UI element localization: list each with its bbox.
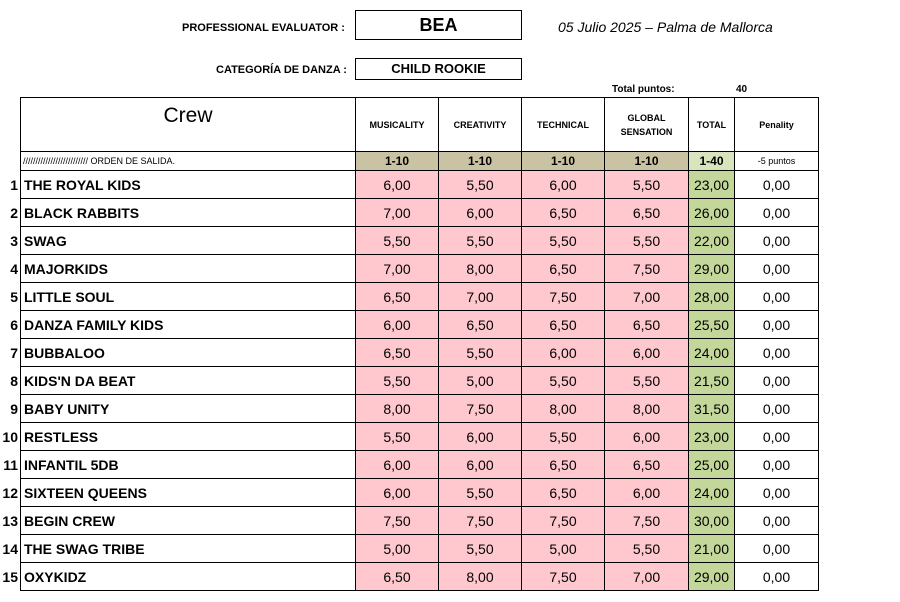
total-score: 29,00 <box>689 255 735 283</box>
creativity-score: 7,50 <box>439 507 522 535</box>
penalty-score: 0,00 <box>735 227 819 255</box>
table-row <box>21 199 819 227</box>
technical-score: 5,50 <box>522 367 605 395</box>
total-puntos-value: 40 <box>736 84 748 95</box>
global-score: 7,00 <box>605 563 689 591</box>
table-row <box>21 283 819 311</box>
global-score: 6,50 <box>605 199 689 227</box>
table-row <box>21 423 819 451</box>
technical-score: 8,00 <box>522 395 605 423</box>
total-score: 28,00 <box>689 283 735 311</box>
crew-name: INFANTIL 5DB <box>21 451 356 479</box>
musicality-score: 6,50 <box>356 339 439 367</box>
total-score: 30,00 <box>689 507 735 535</box>
penalty-score: 0,00 <box>735 283 819 311</box>
range-creativity: 1-10 <box>439 152 522 171</box>
penalty-score: 0,00 <box>735 423 819 451</box>
total-puntos-label: Total puntos: <box>612 84 675 95</box>
technical-score: 6,50 <box>522 479 605 507</box>
crew-name: DANZA FAMILY KIDS <box>21 311 356 339</box>
col-musicality: MUSICALITY <box>356 98 439 152</box>
table-body <box>21 171 819 591</box>
table-row <box>21 339 819 367</box>
musicality-score: 6,00 <box>356 311 439 339</box>
total-score: 26,00 <box>689 199 735 227</box>
row-number: 14 <box>2 541 18 557</box>
global-score: 7,50 <box>605 507 689 535</box>
col-creativity: CREATIVITY <box>439 98 522 152</box>
musicality-score: 6,00 <box>356 171 439 199</box>
musicality-score: 7,00 <box>356 255 439 283</box>
technical-score: 6,50 <box>522 451 605 479</box>
global-score: 6,50 <box>605 311 689 339</box>
crew-name: RESTLESS <box>21 423 356 451</box>
total-score: 23,00 <box>689 423 735 451</box>
row-number: 8 <box>10 373 18 389</box>
score-table <box>20 97 819 591</box>
creativity-score: 7,50 <box>439 395 522 423</box>
technical-score: 7,50 <box>522 507 605 535</box>
technical-score: 7,50 <box>522 283 605 311</box>
global-score: 7,00 <box>605 283 689 311</box>
table-row <box>21 227 819 255</box>
table-row <box>21 479 819 507</box>
creativity-score: 5,50 <box>439 535 522 563</box>
row-number: 12 <box>2 485 18 501</box>
penalty-score: 0,00 <box>735 479 819 507</box>
technical-score: 6,00 <box>522 339 605 367</box>
category-label: CATEGORÍA DE DANZA : <box>216 64 347 76</box>
creativity-score: 5,00 <box>439 367 522 395</box>
total-score: 21,50 <box>689 367 735 395</box>
evaluator-name: BEA <box>355 10 522 40</box>
total-score: 24,00 <box>689 479 735 507</box>
musicality-score: 5,50 <box>356 227 439 255</box>
total-score: 22,00 <box>689 227 735 255</box>
total-score: 24,00 <box>689 339 735 367</box>
penalty-score: 0,00 <box>735 563 819 591</box>
global-score: 5,50 <box>605 227 689 255</box>
range-penalty: -5 puntos <box>735 152 819 171</box>
table-row <box>21 395 819 423</box>
technical-score: 6,50 <box>522 311 605 339</box>
technical-score: 6,50 <box>522 255 605 283</box>
creativity-score: 7,00 <box>439 283 522 311</box>
col-technical: TECHNICAL <box>522 98 605 152</box>
global-score: 7,50 <box>605 255 689 283</box>
global-score: 5,50 <box>605 367 689 395</box>
total-score: 21,00 <box>689 535 735 563</box>
creativity-score: 5,50 <box>439 227 522 255</box>
musicality-score: 6,50 <box>356 283 439 311</box>
row-number: 15 <box>2 569 18 585</box>
crew-name: LITTLE SOUL <box>21 283 356 311</box>
total-score: 23,00 <box>689 171 735 199</box>
range-musicality: 1-10 <box>356 152 439 171</box>
crew-name: OXYKIDZ <box>21 563 356 591</box>
total-score: 31,50 <box>689 395 735 423</box>
crew-name: SWAG <box>21 227 356 255</box>
creativity-score: 6,50 <box>439 311 522 339</box>
total-score: 25,50 <box>689 311 735 339</box>
musicality-score: 6,00 <box>356 451 439 479</box>
penalty-score: 0,00 <box>735 535 819 563</box>
musicality-score: 5,50 <box>356 367 439 395</box>
crew-header: Crew <box>21 98 356 152</box>
technical-score: 7,50 <box>522 563 605 591</box>
musicality-score: 7,00 <box>356 199 439 227</box>
table-row <box>21 535 819 563</box>
table-row <box>21 311 819 339</box>
creativity-score: 6,00 <box>439 423 522 451</box>
crew-name: BABY UNITY <box>21 395 356 423</box>
technical-score: 5,50 <box>522 423 605 451</box>
technical-score: 6,50 <box>522 199 605 227</box>
technical-score: 6,00 <box>522 171 605 199</box>
table-row <box>21 255 819 283</box>
penalty-score: 0,00 <box>735 199 819 227</box>
penalty-score: 0,00 <box>735 339 819 367</box>
musicality-score: 5,50 <box>356 423 439 451</box>
global-score: 5,50 <box>605 171 689 199</box>
range-row <box>21 152 819 171</box>
range-global: 1-10 <box>605 152 689 171</box>
global-score: 6,50 <box>605 451 689 479</box>
creativity-score: 5,50 <box>439 479 522 507</box>
header-row <box>21 98 819 152</box>
date-place: 05 Julio 2025 – Palma de Mallorca <box>558 19 773 35</box>
col-penality: Penality <box>735 98 819 152</box>
order-label: ////////////////////////// ORDEN DE SALIDA. <box>21 152 356 171</box>
crew-name: BUBBALOO <box>21 339 356 367</box>
crew-name: MAJORKIDS <box>21 255 356 283</box>
row-number: 3 <box>10 233 18 249</box>
row-number: 11 <box>3 457 18 473</box>
global-score: 5,50 <box>605 535 689 563</box>
row-number: 2 <box>10 205 18 221</box>
row-number: 1 <box>10 177 18 193</box>
row-number: 6 <box>10 317 18 333</box>
range-total: 1-40 <box>689 152 735 171</box>
creativity-score: 5,50 <box>439 171 522 199</box>
penalty-score: 0,00 <box>735 311 819 339</box>
penalty-score: 0,00 <box>735 507 819 535</box>
penalty-score: 0,00 <box>735 451 819 479</box>
table-row <box>21 563 819 591</box>
musicality-score: 6,00 <box>356 479 439 507</box>
row-number: 7 <box>10 345 18 361</box>
total-score: 29,00 <box>689 563 735 591</box>
technical-score: 5,00 <box>522 535 605 563</box>
creativity-score: 8,00 <box>439 255 522 283</box>
creativity-score: 5,50 <box>439 339 522 367</box>
musicality-score: 7,50 <box>356 507 439 535</box>
crew-name: THE SWAG TRIBE <box>21 535 356 563</box>
range-technical: 1-10 <box>522 152 605 171</box>
technical-score: 5,50 <box>522 227 605 255</box>
global-score: 6,00 <box>605 339 689 367</box>
creativity-score: 6,00 <box>439 451 522 479</box>
col-global-sensation: GLOBAL SENSATION <box>605 98 689 152</box>
penalty-score: 0,00 <box>735 367 819 395</box>
creativity-score: 6,00 <box>439 199 522 227</box>
crew-name: BLACK RABBITS <box>21 199 356 227</box>
table-row <box>21 507 819 535</box>
row-number: 9 <box>10 401 18 417</box>
crew-name: BEGIN CREW <box>21 507 356 535</box>
row-number: 13 <box>2 513 18 529</box>
global-score: 8,00 <box>605 395 689 423</box>
penalty-score: 0,00 <box>735 395 819 423</box>
table-row <box>21 367 819 395</box>
row-number: 4 <box>10 261 18 277</box>
penalty-score: 0,00 <box>735 171 819 199</box>
evaluator-label: PROFESSIONAL EVALUATOR : <box>182 22 345 34</box>
global-score: 6,00 <box>605 423 689 451</box>
table-row <box>21 171 819 199</box>
musicality-score: 5,00 <box>356 535 439 563</box>
col-total: TOTAL <box>689 98 735 152</box>
total-score: 25,00 <box>689 451 735 479</box>
penalty-score: 0,00 <box>735 255 819 283</box>
global-score: 6,00 <box>605 479 689 507</box>
category-value: CHILD ROOKIE <box>355 58 522 80</box>
crew-name: THE ROYAL KIDS <box>21 171 356 199</box>
row-number: 5 <box>10 289 18 305</box>
row-number: 10 <box>2 429 18 445</box>
crew-name: KIDS'N DA BEAT <box>21 367 356 395</box>
creativity-score: 8,00 <box>439 563 522 591</box>
musicality-score: 6,50 <box>356 563 439 591</box>
table-row <box>21 451 819 479</box>
musicality-score: 8,00 <box>356 395 439 423</box>
crew-name: SIXTEEN QUEENS <box>21 479 356 507</box>
